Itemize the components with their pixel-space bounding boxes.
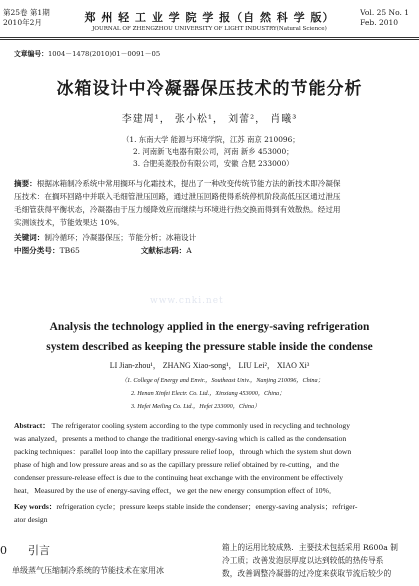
body-right-line-1: 箱上的运用比较成熟．主要技术包括采用 R600a 制: [222, 543, 398, 552]
abstract-en-label: Abstract：: [14, 421, 50, 430]
journal-title-block: [0, 9, 419, 32]
header-rule-top: [0, 37, 419, 38]
abstract-en-line-4: phase of high and low pressure areas and so as the capillary pressure relief obtained by re-cutting，and the: [14, 460, 339, 470]
keywords-cn: [14, 231, 410, 244]
volume-issue-cn: 第25卷 第1期: [3, 8, 50, 17]
body-right-column: [222, 541, 414, 581]
section-heading: [0, 542, 50, 558]
abstract-cn-line-3: 毛细管获得平衡状态，冷凝器由于压力缓降效应而继续与环境进行热交换而得到有效散热。经过用: [14, 205, 341, 215]
clc-value: TB65: [59, 246, 80, 255]
keywords-en-line-1: Key words：refrigeration cycle；pressure keeps stable inside the condenser；energy-saving analysis；refriger-: [14, 502, 358, 511]
paper-title-en-line-2: system described as keeping the pressure stable inside the condense: [46, 340, 373, 353]
abstract-cn-line-4: 实测该技术，节能效果达 10%．: [14, 218, 125, 228]
abstract-en: [14, 419, 410, 497]
date-cn: 2010年2月: [3, 17, 42, 27]
article-number: [14, 48, 160, 58]
affiliation-en-3: 3. Hefei Meiling Co. Ltd.，Hefei 233000，China）: [131, 403, 261, 410]
abstract-en-line-6: heat．Measured by the use of energy-saving effect，we get the new energy consumption effect of 10%．: [14, 486, 337, 496]
watermark: www.cnki.net: [150, 296, 224, 306]
keywords-en-line-2: ator design: [14, 515, 48, 525]
abstract-cn-line-1: 摘要：根据冰箱制冷系统中常用搁环与化霜技术，提出了一种改变传统节能方法的新技术即冷凝保: [14, 179, 341, 188]
abstract-cn-line-2: 压技术：在搁环回路中并联入毛细管泄压回路，通过泄压回路使得系统停机阶段高低压区通过泄压: [14, 192, 341, 202]
section-number: 0: [0, 544, 7, 557]
section-title: 引言: [28, 544, 50, 557]
abstract-en-line-2: was analyzed，presents a method to change the traditional energy-saving which is called as the condensation: [14, 434, 347, 444]
article-number-value: 1004－1478(2010)01－0091－05: [47, 50, 161, 58]
body-right-line-3: 数，改善调整冷凝器的过冷度来获取节流后较少的: [222, 569, 392, 579]
abstract-en-line-5: condenser pressure-release effect is due to the continuing heat exchange with the environment be effectively: [14, 473, 344, 483]
journal-title-en: JOURNAL OF ZHENGZHOU UNIVERSITY OF LIGHT INDUSTRY(Natural Science): [92, 26, 327, 32]
abstract-cn-label: 摘要：: [14, 179, 37, 188]
doc-code-value: A: [186, 246, 192, 255]
article-number-label: 文章编号：: [14, 50, 48, 58]
affiliation-cn-2: 2. 河南新飞电器有限公司，河南 新乡 453000；: [133, 147, 294, 156]
classification-cn: [14, 244, 410, 257]
affiliation-en-2: 2. Henan Xinfei Electr. Co. Ltd.，Xinxiang 453000，China；: [131, 390, 286, 397]
paper-title-en-line-1: Analysis the technology applied in the energy-saving refrigeration: [49, 321, 370, 333]
journal-volume-right: [360, 8, 409, 28]
affiliation-en-1: （1. College of Energy and Envir.，Southeast Univ.，Nanjing 210096，China；: [121, 377, 324, 384]
authors-en: LI Jian-zhou¹， ZHANG Xiao-song¹， LIU Lei²， XIAO Xi³: [109, 361, 310, 370]
body-left-column: 单级蒸气压缩制冷系统的节能技术在家用冰: [12, 566, 164, 575]
abstract-en-line-1: Abstract： The refrigerator cooling system according to the type commonly used in recycling and technology: [14, 421, 351, 430]
authors-cn: 李建周¹， 张小松¹， 刘蕾²， 肖曦³: [121, 114, 298, 125]
paper-title-en: [0, 318, 419, 358]
journal-title-cn: 郑 州 轻 工 业 学 院 学 报（自 然 科 学 版）: [84, 11, 335, 24]
keywords-cn-value: 制冷循环；冷凝器保压；节能分析；冰箱设计: [44, 233, 197, 242]
abstract-en-line-3: packing techniques：parallel loop into the capillary pressure relief loop，through which the system shut down: [14, 447, 352, 457]
keywords-cn-label: 关键词：: [14, 233, 45, 242]
date-en: Feb. 2010: [360, 17, 399, 27]
keywords-en-label: Key words：: [14, 502, 57, 511]
affiliation-cn-1: （1. 东南大学 能源与环境学院，江苏 南京 210096；: [122, 135, 300, 144]
doc-code-label: 文献标志码：: [140, 246, 187, 255]
clc-label: 中图分类号：: [14, 246, 60, 255]
paper-title-cn: 冰箱设计中冷凝器保压技术的节能分析: [56, 79, 363, 99]
volume-issue-en: Vol. 25 No. 1: [360, 8, 409, 17]
body-right-line-2: 冷工质；改善发泡层厚度以达到较低的热传导系: [222, 556, 384, 566]
header-rule-bottom: [0, 39, 419, 40]
abstract-cn: [14, 177, 410, 229]
affiliation-cn-3: 3. 合肥美菱股份有限公司，安徽 合肥 233000）: [133, 159, 294, 168]
keywords-en: [14, 500, 410, 526]
